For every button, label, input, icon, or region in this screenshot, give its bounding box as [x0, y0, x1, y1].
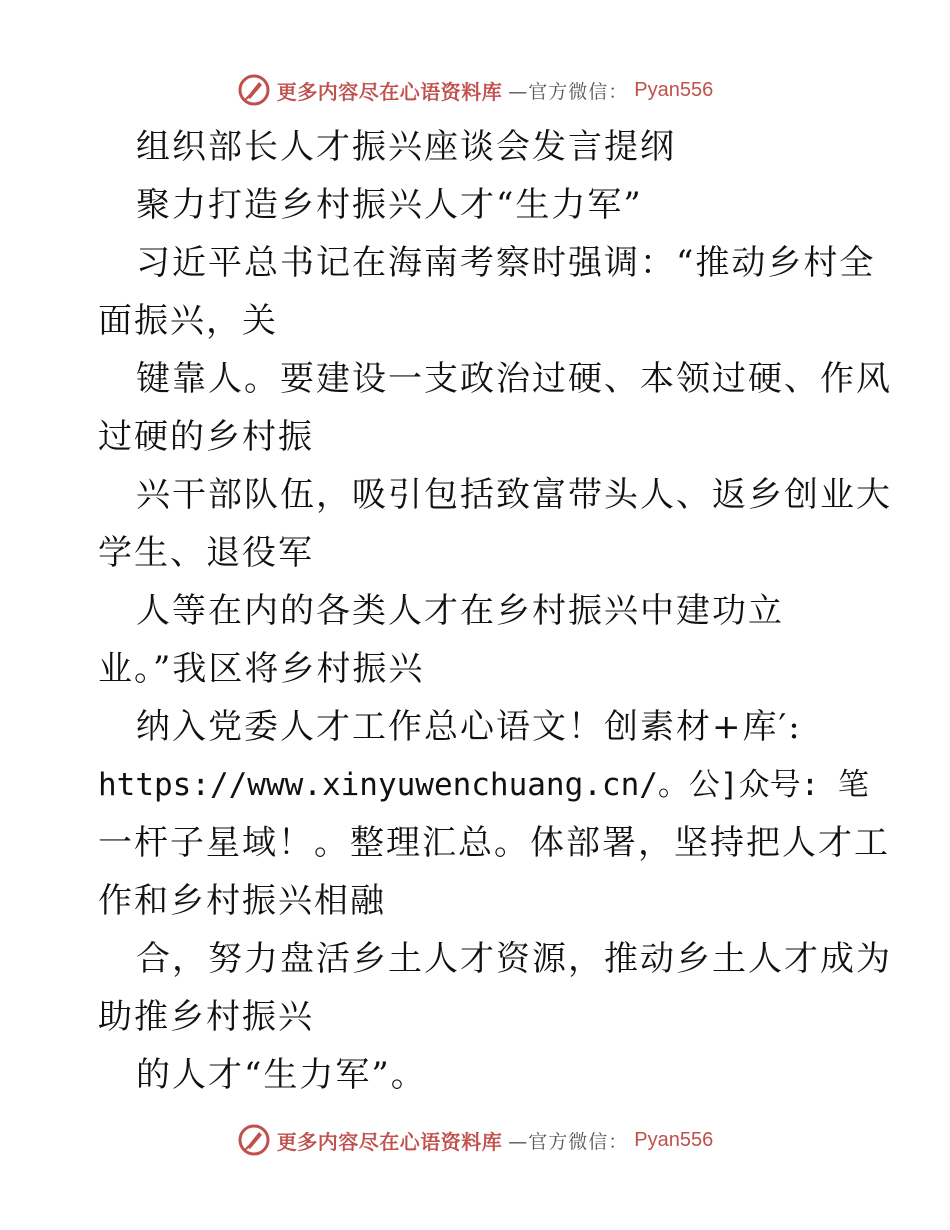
document-subtitle: 聚力打造乡村振兴人才“生力军”: [136, 185, 643, 225]
body-line: 纳入党委人才工作总心语文！创素材+库′:: [136, 707, 802, 747]
body-line: 习近平总书记在海南考察时强调：“推动乡村全: [136, 243, 876, 283]
body-line: 兴干部队伍，吸引包括致富带头人、返乡创业大: [136, 475, 892, 515]
body-line: 一杆子星域！。整理汇总。体部署，坚持把人才工: [98, 823, 890, 863]
body-line: 过硬的乡村振: [98, 417, 314, 457]
body-line: 键靠人。要建设一支政治过硬、本领过硬、作风: [136, 359, 892, 399]
body-line-url: https://www.xinyuwenchuang.cn/。公]众号: 笔: [98, 767, 869, 803]
banner-wechat-id: Pyan556: [634, 1128, 714, 1151]
footer-watermark-banner: [0, 1120, 950, 1160]
quill-seal-logo-icon: [237, 73, 271, 107]
document-title: 组织部长人才振兴座谈会发言提纲: [136, 127, 676, 167]
body-line: 学生、退役军: [98, 533, 314, 573]
banner-separator-text: —官方微信：: [508, 80, 629, 103]
header-watermark-banner: [0, 70, 950, 110]
body-line: 合，努力盘活乡土人才资源，推动乡土人才成为: [136, 939, 892, 979]
quill-seal-logo-icon: [237, 1123, 271, 1157]
document-body: [98, 118, 892, 1104]
body-line: 业。”我区将乡村振兴: [98, 649, 425, 689]
body-line: 的人才“生力军”。: [136, 1055, 427, 1095]
banner-site-text: 更多内容尽在心语资料库: [276, 79, 503, 104]
body-line: 作和乡村振兴相融: [98, 881, 386, 921]
body-line: 助推乡村振兴: [98, 997, 314, 1037]
banner-site-text: 更多内容尽在心语资料库: [276, 1129, 503, 1154]
banner-wechat-id: Pyan556: [634, 78, 714, 101]
body-line: 面振兴，关: [98, 301, 278, 341]
banner-separator-text: —官方微信：: [508, 1130, 629, 1153]
body-line: 人等在内的各类人才在乡村振兴中建功立: [136, 591, 784, 631]
